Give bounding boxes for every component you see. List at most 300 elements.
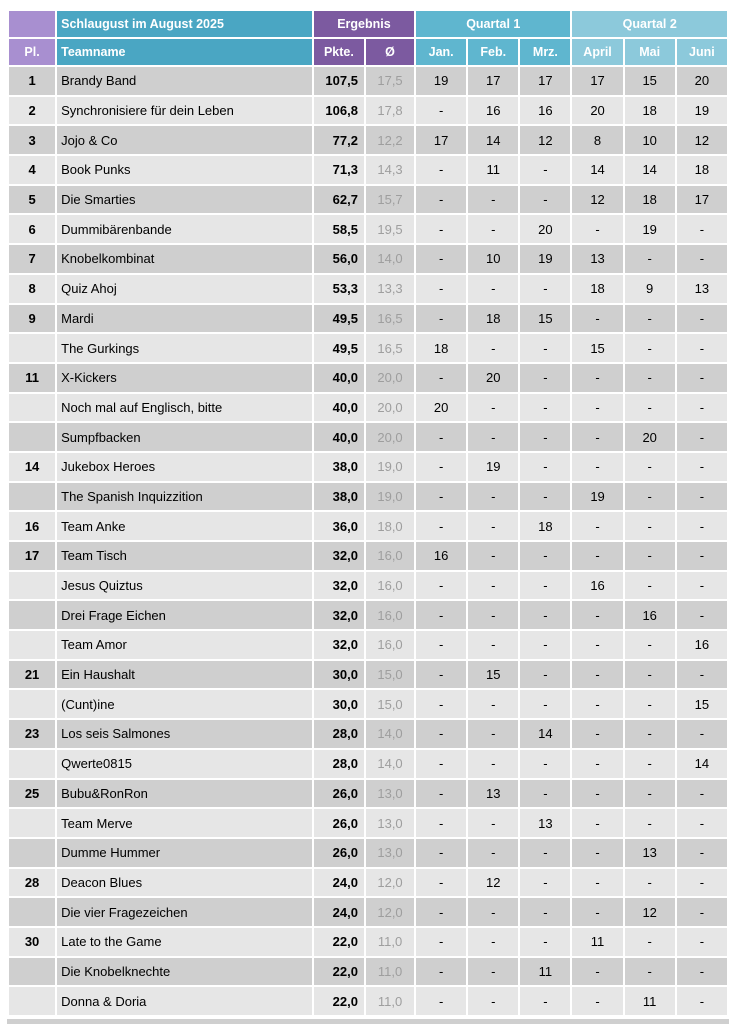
average-cell: 12,2 <box>366 126 414 154</box>
points-cell: 71,3 <box>314 156 364 184</box>
rank-cell: 14 <box>9 453 55 481</box>
month-score-cell: - <box>520 987 570 1015</box>
points-cell: 26,0 <box>314 809 364 837</box>
month-score-cell: - <box>677 661 727 689</box>
month-score-cell: - <box>468 750 518 778</box>
month-score-cell: - <box>625 305 675 333</box>
month-score-cell: 9 <box>625 275 675 303</box>
month-score-cell: - <box>677 898 727 926</box>
col-header-mai: Mai <box>625 39 675 65</box>
month-score-cell: - <box>416 928 466 956</box>
month-score-cell: 13 <box>572 245 622 273</box>
col-header-mrz: Mrz. <box>520 39 570 65</box>
month-score-cell: 18 <box>625 97 675 125</box>
month-score-cell: - <box>416 453 466 481</box>
ergebnis-header: Ergebnis <box>314 11 414 37</box>
month-score-cell: 14 <box>520 720 570 748</box>
month-score-cell: - <box>416 483 466 511</box>
month-score-cell: - <box>625 809 675 837</box>
team-name-cell: Knobelkombinat <box>57 245 312 273</box>
month-score-cell: - <box>625 572 675 600</box>
month-score-cell: - <box>677 334 727 362</box>
month-score-cell: - <box>677 512 727 540</box>
rank-cell <box>9 839 55 867</box>
month-score-cell: - <box>572 720 622 748</box>
month-score-cell: 13 <box>625 839 675 867</box>
points-cell: 38,0 <box>314 483 364 511</box>
table-row <box>9 156 727 184</box>
rank-cell <box>9 601 55 629</box>
average-cell: 16,5 <box>366 334 414 362</box>
col-header-april: April <box>572 39 622 65</box>
month-score-cell: 11 <box>625 987 675 1015</box>
month-score-cell: - <box>520 601 570 629</box>
col-header-pkte: Pkte. <box>314 39 364 65</box>
points-cell: 22,0 <box>314 958 364 986</box>
month-score-cell: 20 <box>468 364 518 392</box>
month-score-cell: - <box>677 928 727 956</box>
team-name-cell: The Spanish Inquizzition <box>57 483 312 511</box>
month-score-cell: 19 <box>468 453 518 481</box>
month-score-cell: 15 <box>572 334 622 362</box>
month-score-cell: - <box>625 483 675 511</box>
average-cell: 19,0 <box>366 483 414 511</box>
points-cell: 22,0 <box>314 928 364 956</box>
table-row <box>9 394 727 422</box>
month-score-cell: - <box>416 869 466 897</box>
month-score-cell: 14 <box>468 126 518 154</box>
table-row <box>9 898 727 926</box>
month-score-cell: - <box>468 987 518 1015</box>
month-score-cell: 18 <box>625 186 675 214</box>
rank-cell: 11 <box>9 364 55 392</box>
table-row <box>9 631 727 659</box>
month-score-cell: - <box>416 275 466 303</box>
month-score-cell: - <box>677 601 727 629</box>
rank-cell: 2 <box>9 97 55 125</box>
month-score-cell: - <box>677 423 727 451</box>
ranking-table <box>7 9 729 1017</box>
month-score-cell: 12 <box>468 869 518 897</box>
month-score-cell: 19 <box>625 215 675 243</box>
month-score-cell: 14 <box>625 156 675 184</box>
month-score-cell: - <box>468 958 518 986</box>
rank-cell: 21 <box>9 661 55 689</box>
average-cell: 13,0 <box>366 780 414 808</box>
points-cell: 24,0 <box>314 869 364 897</box>
month-score-cell: 10 <box>468 245 518 273</box>
team-name-cell: Jukebox Heroes <box>57 453 312 481</box>
month-score-cell: - <box>468 690 518 718</box>
table-row <box>9 512 727 540</box>
table-row <box>9 780 727 808</box>
month-score-cell: - <box>677 453 727 481</box>
average-cell: 11,0 <box>366 987 414 1015</box>
table-row <box>9 958 727 986</box>
month-score-cell: 12 <box>625 898 675 926</box>
month-score-cell: - <box>468 394 518 422</box>
month-score-cell: - <box>677 483 727 511</box>
month-score-cell: - <box>468 720 518 748</box>
month-score-cell: - <box>416 215 466 243</box>
rank-cell: 8 <box>9 275 55 303</box>
month-score-cell: - <box>572 839 622 867</box>
month-score-cell: - <box>572 780 622 808</box>
month-score-cell: - <box>520 661 570 689</box>
month-score-cell: 20 <box>520 215 570 243</box>
points-cell: 32,0 <box>314 631 364 659</box>
month-score-cell: 17 <box>520 67 570 95</box>
month-score-cell: - <box>625 690 675 718</box>
table-row <box>9 839 727 867</box>
average-cell: 11,0 <box>366 928 414 956</box>
average-cell: 13,0 <box>366 809 414 837</box>
table-row <box>9 661 727 689</box>
table-row <box>9 928 727 956</box>
month-score-cell: 18 <box>572 275 622 303</box>
month-score-cell: - <box>416 423 466 451</box>
average-cell: 16,0 <box>366 542 414 570</box>
month-score-cell: 17 <box>677 186 727 214</box>
ranking-table-container <box>7 9 729 1017</box>
points-cell: 30,0 <box>314 690 364 718</box>
team-name-cell: Jojo & Co <box>57 126 312 154</box>
points-cell: 32,0 <box>314 601 364 629</box>
month-score-cell: - <box>625 453 675 481</box>
average-cell: 18,0 <box>366 512 414 540</box>
points-cell: 40,0 <box>314 394 364 422</box>
table-row <box>9 245 727 273</box>
rank-cell <box>9 898 55 926</box>
team-name-cell: Donna & Doria <box>57 987 312 1015</box>
average-cell: 11,0 <box>366 958 414 986</box>
month-score-cell: - <box>677 987 727 1015</box>
average-cell: 20,0 <box>366 394 414 422</box>
average-cell: 20,0 <box>366 364 414 392</box>
month-score-cell: - <box>416 809 466 837</box>
rank-cell <box>9 809 55 837</box>
table-row <box>9 423 727 451</box>
col-header-avg: Ø <box>366 39 414 65</box>
average-cell: 12,0 <box>366 869 414 897</box>
rank-cell <box>9 572 55 600</box>
rank-cell <box>9 987 55 1015</box>
average-cell: 16,0 <box>366 572 414 600</box>
rank-cell: 5 <box>9 186 55 214</box>
table-row <box>9 869 727 897</box>
month-score-cell: 15 <box>677 690 727 718</box>
month-score-cell: 18 <box>520 512 570 540</box>
average-cell: 15,7 <box>366 186 414 214</box>
month-score-cell: - <box>572 394 622 422</box>
rank-cell: 16 <box>9 512 55 540</box>
month-score-cell: - <box>677 958 727 986</box>
col-header-juni: Juni <box>677 39 727 65</box>
average-cell: 12,0 <box>366 898 414 926</box>
month-score-cell: - <box>625 631 675 659</box>
team-name-cell: X-Kickers <box>57 364 312 392</box>
points-cell: 28,0 <box>314 750 364 778</box>
month-score-cell: - <box>677 245 727 273</box>
points-cell: 49,5 <box>314 305 364 333</box>
month-score-cell: 12 <box>572 186 622 214</box>
table-row <box>9 453 727 481</box>
team-name-cell: Quiz Ahoj <box>57 275 312 303</box>
month-score-cell: - <box>625 542 675 570</box>
rank-cell <box>9 690 55 718</box>
month-score-cell: - <box>572 423 622 451</box>
month-score-cell: - <box>625 720 675 748</box>
table-row <box>9 215 727 243</box>
table-row <box>9 305 727 333</box>
points-cell: 24,0 <box>314 898 364 926</box>
team-name-cell: Synchronisiere für dein Leben <box>57 97 312 125</box>
month-score-cell: - <box>468 928 518 956</box>
quartal2-header: Quartal 2 <box>572 11 727 37</box>
month-score-cell: - <box>520 750 570 778</box>
month-score-cell: - <box>625 928 675 956</box>
team-name-cell: The Gurkings <box>57 334 312 362</box>
col-header-pl: Pl. <box>9 39 55 65</box>
points-cell: 56,0 <box>314 245 364 273</box>
month-score-cell: - <box>520 780 570 808</box>
month-score-cell: - <box>520 483 570 511</box>
month-score-cell: - <box>520 364 570 392</box>
col-header-teamname: Teamname <box>57 39 312 65</box>
month-score-cell: - <box>468 542 518 570</box>
header-blank-cell <box>9 11 55 37</box>
month-score-cell: - <box>520 898 570 926</box>
month-score-cell: 13 <box>520 809 570 837</box>
team-name-cell: Team Tisch <box>57 542 312 570</box>
rank-cell: 28 <box>9 869 55 897</box>
table-row <box>9 750 727 778</box>
rank-cell <box>9 334 55 362</box>
month-score-cell: - <box>520 156 570 184</box>
month-score-cell: - <box>677 780 727 808</box>
month-score-cell: - <box>572 869 622 897</box>
month-score-cell: 13 <box>468 780 518 808</box>
table-row <box>9 334 727 362</box>
average-cell: 14,0 <box>366 750 414 778</box>
month-score-cell: - <box>520 542 570 570</box>
month-score-cell: - <box>520 334 570 362</box>
month-score-cell: - <box>468 631 518 659</box>
table-row <box>9 483 727 511</box>
month-score-cell: - <box>520 928 570 956</box>
month-score-cell: 20 <box>625 423 675 451</box>
month-score-cell: - <box>520 394 570 422</box>
points-cell: 26,0 <box>314 780 364 808</box>
ranking-body <box>9 67 727 1015</box>
table-row <box>9 364 727 392</box>
month-score-cell: - <box>625 245 675 273</box>
month-score-cell: 19 <box>520 245 570 273</box>
table-row <box>9 126 727 154</box>
table-row <box>9 275 727 303</box>
col-header-jan: Jan. <box>416 39 466 65</box>
month-score-cell: - <box>677 572 727 600</box>
table-row <box>9 542 727 570</box>
average-cell: 19,0 <box>366 453 414 481</box>
team-name-cell: Brandy Band <box>57 67 312 95</box>
month-score-cell: 16 <box>625 601 675 629</box>
points-cell: 32,0 <box>314 572 364 600</box>
month-score-cell: 18 <box>468 305 518 333</box>
month-score-cell: - <box>625 869 675 897</box>
team-name-cell: Dumme Hummer <box>57 839 312 867</box>
month-score-cell: - <box>520 572 570 600</box>
month-score-cell: - <box>625 394 675 422</box>
month-score-cell: - <box>468 334 518 362</box>
team-name-cell: Late to the Game <box>57 928 312 956</box>
points-cell: 26,0 <box>314 839 364 867</box>
month-score-cell: - <box>572 542 622 570</box>
table-row <box>9 67 727 95</box>
average-cell: 16,5 <box>366 305 414 333</box>
month-score-cell: - <box>677 364 727 392</box>
month-score-cell: - <box>572 453 622 481</box>
team-name-cell: Team Anke <box>57 512 312 540</box>
month-score-cell: - <box>416 631 466 659</box>
average-cell: 19,5 <box>366 215 414 243</box>
month-score-cell: - <box>572 661 622 689</box>
points-cell: 32,0 <box>314 542 364 570</box>
average-cell: 15,0 <box>366 690 414 718</box>
team-name-cell: Team Amor <box>57 631 312 659</box>
month-score-cell: - <box>416 839 466 867</box>
month-score-cell: - <box>677 305 727 333</box>
month-score-cell: 15 <box>468 661 518 689</box>
month-score-cell: - <box>416 305 466 333</box>
month-score-cell: 19 <box>416 67 466 95</box>
month-score-cell: 16 <box>468 97 518 125</box>
month-score-cell: - <box>468 483 518 511</box>
month-score-cell: - <box>625 334 675 362</box>
rank-cell <box>9 423 55 451</box>
month-score-cell: - <box>416 898 466 926</box>
rank-cell <box>9 483 55 511</box>
quartal1-header: Quartal 1 <box>416 11 570 37</box>
team-name-cell: Los seis Salmones <box>57 720 312 748</box>
table-row <box>9 572 727 600</box>
table-continuation-strip <box>7 1019 729 1024</box>
month-score-cell: - <box>625 958 675 986</box>
month-score-cell: 16 <box>520 97 570 125</box>
month-score-cell: 8 <box>572 126 622 154</box>
month-score-cell: 12 <box>520 126 570 154</box>
month-score-cell: 19 <box>572 483 622 511</box>
month-score-cell: 16 <box>416 542 466 570</box>
average-cell: 15,0 <box>366 661 414 689</box>
month-score-cell: 18 <box>416 334 466 362</box>
month-score-cell: - <box>572 601 622 629</box>
team-name-cell: Mardi <box>57 305 312 333</box>
month-score-cell: - <box>416 512 466 540</box>
month-score-cell: - <box>416 186 466 214</box>
month-score-cell: - <box>416 720 466 748</box>
average-cell: 13,3 <box>366 275 414 303</box>
month-score-cell: - <box>572 631 622 659</box>
average-cell: 14,3 <box>366 156 414 184</box>
month-score-cell: - <box>520 869 570 897</box>
month-score-cell: - <box>468 809 518 837</box>
month-score-cell: - <box>625 780 675 808</box>
col-header-feb: Feb. <box>468 39 518 65</box>
month-score-cell: - <box>468 186 518 214</box>
month-score-cell: - <box>677 869 727 897</box>
table-row <box>9 809 727 837</box>
month-score-cell: 10 <box>625 126 675 154</box>
average-cell: 14,0 <box>366 720 414 748</box>
month-score-cell: - <box>677 394 727 422</box>
table-row <box>9 720 727 748</box>
points-cell: 38,0 <box>314 453 364 481</box>
month-score-cell: 12 <box>677 126 727 154</box>
team-name-cell: Qwerte0815 <box>57 750 312 778</box>
month-score-cell: - <box>468 839 518 867</box>
month-score-cell: - <box>468 898 518 926</box>
average-cell: 16,0 <box>366 601 414 629</box>
month-score-cell: - <box>677 215 727 243</box>
team-name-cell: Book Punks <box>57 156 312 184</box>
points-cell: 106,8 <box>314 97 364 125</box>
month-score-cell: 20 <box>677 67 727 95</box>
month-score-cell: 17 <box>572 67 622 95</box>
month-score-cell: - <box>520 423 570 451</box>
team-name-cell: Noch mal auf Englisch, bitte <box>57 394 312 422</box>
month-score-cell: - <box>572 750 622 778</box>
points-cell: 40,0 <box>314 364 364 392</box>
month-score-cell: 15 <box>625 67 675 95</box>
month-score-cell: - <box>468 275 518 303</box>
rank-cell: 7 <box>9 245 55 273</box>
month-score-cell: - <box>416 750 466 778</box>
table-title: Schlaugust im August 2025 <box>57 11 312 37</box>
month-score-cell: - <box>416 245 466 273</box>
average-cell: 17,8 <box>366 97 414 125</box>
month-score-cell: - <box>677 720 727 748</box>
month-score-cell: - <box>677 542 727 570</box>
rank-cell: 23 <box>9 720 55 748</box>
header-row-columns <box>9 39 727 65</box>
month-score-cell: 20 <box>416 394 466 422</box>
team-name-cell: Bubu&RonRon <box>57 780 312 808</box>
average-cell: 20,0 <box>366 423 414 451</box>
rank-cell: 30 <box>9 928 55 956</box>
rank-cell: 9 <box>9 305 55 333</box>
team-name-cell: Ein Haushalt <box>57 661 312 689</box>
points-cell: 36,0 <box>314 512 364 540</box>
month-score-cell: - <box>468 215 518 243</box>
rank-cell: 6 <box>9 215 55 243</box>
month-score-cell: 17 <box>468 67 518 95</box>
month-score-cell: - <box>572 305 622 333</box>
month-score-cell: - <box>468 512 518 540</box>
month-score-cell: - <box>520 839 570 867</box>
month-score-cell: - <box>416 661 466 689</box>
team-name-cell: Sumpfbacken <box>57 423 312 451</box>
month-score-cell: - <box>416 780 466 808</box>
month-score-cell: - <box>572 809 622 837</box>
month-score-cell: - <box>416 601 466 629</box>
points-cell: 40,0 <box>314 423 364 451</box>
month-score-cell: 15 <box>520 305 570 333</box>
rank-cell: 25 <box>9 780 55 808</box>
rank-cell <box>9 958 55 986</box>
month-score-cell: 19 <box>677 97 727 125</box>
rank-cell: 4 <box>9 156 55 184</box>
